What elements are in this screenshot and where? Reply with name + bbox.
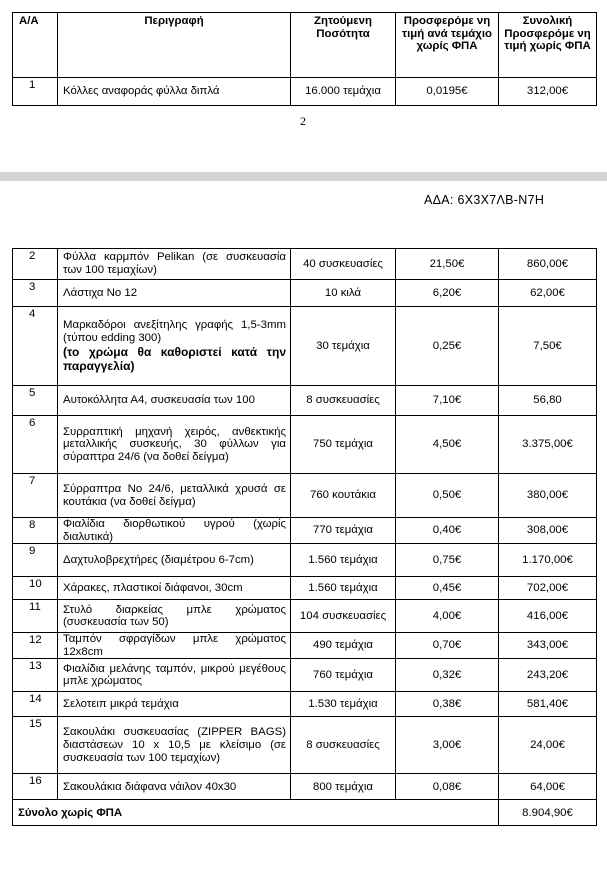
row-description-note: (το χρώμα θα καθοριστεί κατά την παραγγελία): [63, 344, 286, 373]
row-description: Χάρακες, πλαστικοί διάφανοι, 30cm: [58, 577, 291, 600]
table-row: [13, 600, 597, 633]
row-total: 312,00€: [499, 78, 597, 106]
ada-code: ΑΔΑ: 6Χ3Χ7ΛΒ-Ν7Η: [424, 193, 545, 207]
row-total: 3.375,00€: [499, 416, 597, 474]
row-quantity: 1.560 τεμάχια: [291, 577, 396, 600]
row-quantity: 8 συσκευασίες: [291, 717, 396, 774]
row-unit-price: 4,50€: [396, 416, 499, 474]
total-value: 8.904,90€: [499, 800, 597, 826]
header-quantity: Ζητούμενη Ποσότητα: [291, 13, 396, 78]
row-description: [58, 307, 291, 386]
header-aa: Α/Α: [13, 13, 58, 78]
row-total: 7,50€: [499, 307, 597, 386]
row-quantity: 760 κουτάκια: [291, 474, 396, 518]
row-unit-price: 0,25€: [396, 307, 499, 386]
row-description: Αυτοκόλλητα Α4, συσκευασία των 100: [58, 386, 291, 416]
row-unit-price: 0,40€: [396, 518, 499, 544]
row-number: 4: [13, 307, 58, 386]
row-quantity: 8 συσκευασίες: [291, 386, 396, 416]
table-row: [13, 659, 597, 692]
row-number: 3: [13, 280, 58, 307]
row-description: Στυλό διαρκείας μπλε χρώματος (συσκευασία των 50): [58, 600, 291, 633]
row-quantity: 800 τεμάχια: [291, 774, 396, 800]
row-number: 6: [13, 416, 58, 474]
row-description: Φιαλίδια μελάνης ταμπόν, μικρού μεγέθους μπλε χρώματος: [58, 659, 291, 692]
row-description: Φιαλίδια διορθωτικού υγρού (χωρίς διαλυτικά): [58, 518, 291, 544]
row-number: 14: [13, 692, 58, 717]
table-header-row: [13, 13, 597, 78]
row-description: Φύλλα καρμπόν Pelikan (σε συσκευασία των 100 τεμαχίων): [58, 249, 291, 280]
page-number: 2: [300, 114, 306, 128]
row-quantity: 1.560 τεμάχια: [291, 544, 396, 577]
row-quantity: 104 συσκευασίες: [291, 600, 396, 633]
total-label: Σύνολο χωρίς ΦΠΑ: [13, 800, 499, 826]
row-total: 416,00€: [499, 600, 597, 633]
table-row: [13, 692, 597, 717]
row-unit-price: 0,45€: [396, 577, 499, 600]
items-table-bottom: [12, 248, 597, 826]
row-quantity: 40 συσκευασίες: [291, 249, 396, 280]
row-description-text: Μαρκαδόροι ανεξίτηλης γραφής 1,5-3mm (τύπου edding 300): [63, 319, 286, 344]
row-quantity: 10 κιλά: [291, 280, 396, 307]
row-unit-price: 7,10€: [396, 386, 499, 416]
row-number: 9: [13, 544, 58, 577]
total-row: [13, 800, 597, 826]
row-number: 8: [13, 518, 58, 544]
row-number: 11: [13, 600, 58, 633]
row-total: 64,00€: [499, 774, 597, 800]
row-quantity: 760 τεμάχια: [291, 659, 396, 692]
page-separator: [0, 172, 607, 181]
table-row: [13, 633, 597, 659]
row-quantity: 16.000 τεμάχια: [291, 78, 396, 106]
row-total: 860,00€: [499, 249, 597, 280]
row-unit-price: 4,00€: [396, 600, 499, 633]
row-total: 1.170,00€: [499, 544, 597, 577]
row-total: 343,00€: [499, 633, 597, 659]
items-table-top: [12, 12, 597, 106]
row-unit-price: 0,75€: [396, 544, 499, 577]
row-quantity: 770 τεμάχια: [291, 518, 396, 544]
table-row: [13, 577, 597, 600]
header-unit-price: Προσφερόμε νη τιμή ανά τεμάχιο χωρίς ΦΠΑ: [396, 13, 499, 78]
row-description: Κόλλες αναφοράς φύλλα διπλά: [58, 78, 291, 106]
row-total: 308,00€: [499, 518, 597, 544]
row-number: 7: [13, 474, 58, 518]
row-number: 15: [13, 717, 58, 774]
table-row: [13, 78, 597, 106]
table-row: [13, 717, 597, 774]
table-row: [13, 386, 597, 416]
row-unit-price: 0,50€: [396, 474, 499, 518]
row-total: 380,00€: [499, 474, 597, 518]
row-number: 16: [13, 774, 58, 800]
row-unit-price: 0,70€: [396, 633, 499, 659]
row-total: 243,20€: [499, 659, 597, 692]
table-row: [13, 474, 597, 518]
row-unit-price: 0,08€: [396, 774, 499, 800]
row-unit-price: 21,50€: [396, 249, 499, 280]
row-quantity: 750 τεμάχια: [291, 416, 396, 474]
table-row: [13, 249, 597, 280]
row-unit-price: 0,0195€: [396, 78, 499, 106]
row-description: Ταμπόν σφραγίδων μπλε χρώματος 12x8cm: [58, 633, 291, 659]
row-unit-price: 3,00€: [396, 717, 499, 774]
table-row: [13, 774, 597, 800]
row-total: 24,00€: [499, 717, 597, 774]
header-description: Περιγραφή: [58, 13, 291, 78]
row-description: Σελοτειπ μικρά τεμάχια: [58, 692, 291, 717]
row-description: Σύρραπτρα Νο 24/6, μεταλλικά χρυσά σε κουτάκια (να δοθεί δείγμα): [58, 474, 291, 518]
row-number: 5: [13, 386, 58, 416]
table-row: [13, 280, 597, 307]
row-number: 12: [13, 633, 58, 659]
row-quantity: 490 τεμάχια: [291, 633, 396, 659]
row-total: 62,00€: [499, 280, 597, 307]
row-description: Σακουλάκι συσκευασίας (ZIPPER BAGS) διαστάσεων 10 x 10,5 με κλείσιμο (σε συσκευασία των 100 τεμαχίων): [58, 717, 291, 774]
row-unit-price: 0,32€: [396, 659, 499, 692]
row-number: 13: [13, 659, 58, 692]
row-unit-price: 0,38€: [396, 692, 499, 717]
row-number: 2: [13, 249, 58, 280]
row-quantity: 30 τεμάχια: [291, 307, 396, 386]
row-total: 56,80: [499, 386, 597, 416]
table-row: [13, 307, 597, 386]
row-total: 581,40€: [499, 692, 597, 717]
table-row: [13, 518, 597, 544]
row-quantity: 1.530 τεμάχια: [291, 692, 396, 717]
row-unit-price: 6,20€: [396, 280, 499, 307]
table-row: [13, 416, 597, 474]
row-total: 702,00€: [499, 577, 597, 600]
row-description: Δαχτυλοβρεχτήρες (διαμέτρου 6-7cm): [58, 544, 291, 577]
header-total-price: Συνολική Προσφερόμε νη τιμή χωρίς ΦΠΑ: [499, 13, 597, 78]
table-row: [13, 544, 597, 577]
row-description: Συρραπτική μηχανή χειρός, ανθεκτικής μεταλλικής συσκευής, 30 φύλλων για σύραπτρα 24/6 (να δοθεί δείγμα): [58, 416, 291, 474]
row-number: 10: [13, 577, 58, 600]
row-description: Σακουλάκια διάφανα νάιλον 40x30: [58, 774, 291, 800]
row-number: 1: [13, 78, 58, 106]
row-description: Λάστιχα Νο 12: [58, 280, 291, 307]
